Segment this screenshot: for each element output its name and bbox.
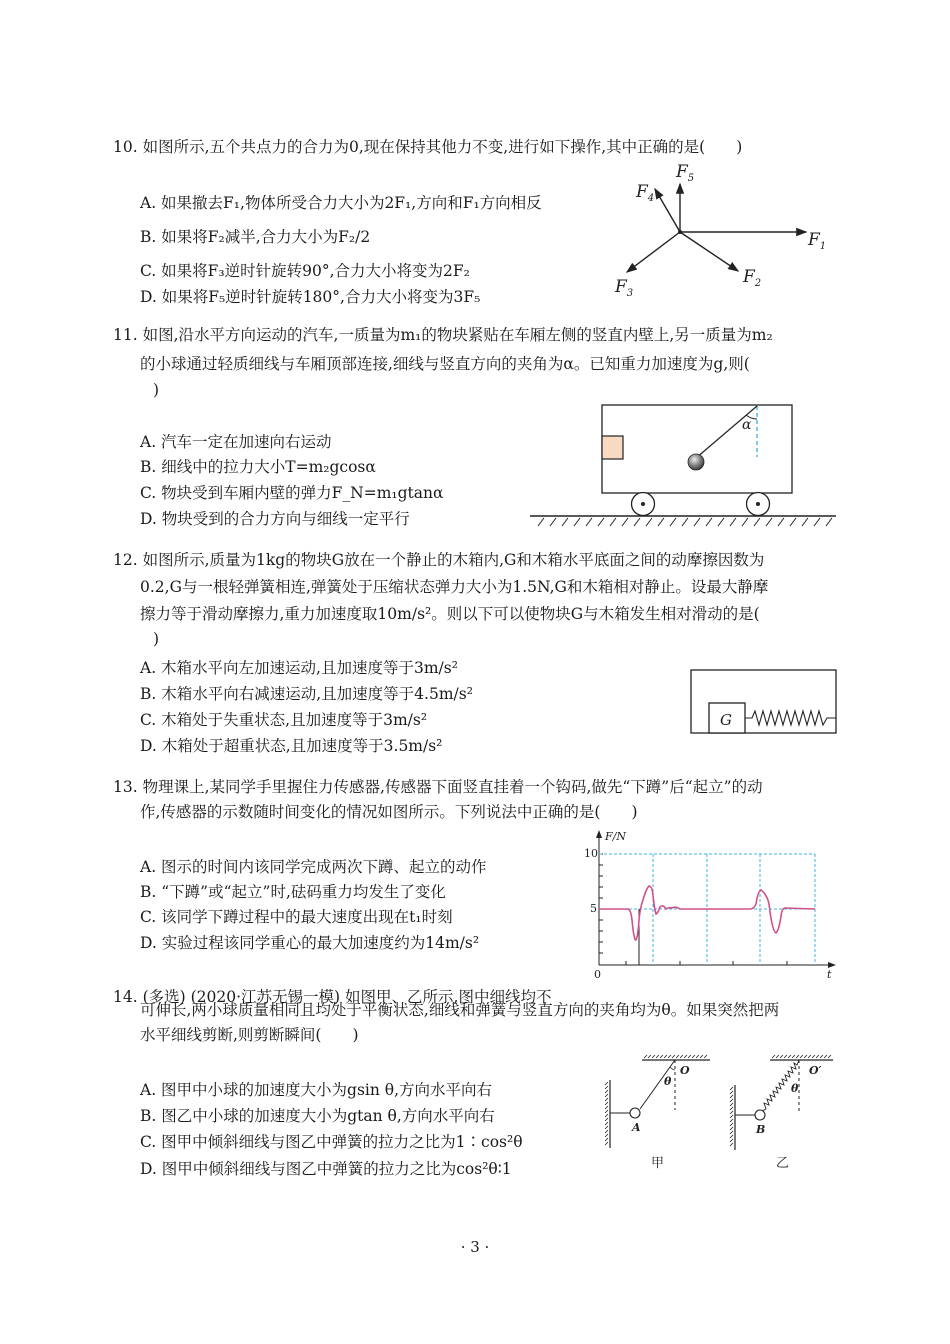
svg-text:甲: 甲: [651, 1156, 665, 1171]
q14-option-c: C. 图甲中倾斜细线与图乙中弹簧的拉力之比为1∶cos²θ: [140, 1133, 523, 1151]
q12-option-c: C. 木箱处于失重状态,且加速度等于3m/s²: [140, 711, 428, 729]
q10-text: 如图所示,五个共点力的合力为0,现在保持其他力不变,进行如下操作,其中正确的是( ): [142, 138, 743, 156]
q12-stem-line3: 擦力等于滑动摩擦力,重力加速度取10m/s²。则以下可以使物块G与木箱发生相对滑动的是(: [140, 605, 760, 623]
block-m1: [602, 436, 623, 459]
q14-stem-line2: 可伸长,两小球质量相同且均处于平衡状态,细线和弹簧与竖直方向的夹角均为θ。如果突然把两: [140, 1001, 780, 1019]
q11-option-a: A. 汽车一定在加速向右运动: [140, 433, 332, 451]
q14-option-a: A. 图甲中小球的加速度大小为gsin θ,方向水平向右: [140, 1081, 493, 1099]
label-f5: $F_5$: [676, 162, 695, 184]
q13-force-time-chart: [570, 820, 840, 980]
q13-stem-line2: 作,传感器的示数随时间变化的情况如图所示。下列说法中正确的是( ): [140, 803, 638, 821]
q11-option-b: B. 细线中的拉力大小T=m₂gcosα: [140, 458, 376, 476]
q10-number: 10.: [113, 138, 138, 156]
q13-stem-line1: 13. 物理课上,某同学手里握住力传感器,传感器下面竖直挂着一个钩码,做先“下蹲”后“起立”的动: [113, 778, 763, 796]
label-f2: $F_2$: [743, 267, 762, 289]
page-number: · 3 ·: [460, 1238, 490, 1256]
q13-option-d: D. 实验过程该同学重心的最大加速度约为14m/s²: [140, 934, 480, 952]
q11-car-diagram: [520, 395, 840, 530]
svg-text:θ: θ: [791, 1082, 799, 1095]
svg-text:A: A: [632, 1121, 641, 1134]
label-f4: $F_4$: [636, 182, 655, 204]
q12-stem-line4: ): [153, 630, 160, 648]
q11-stem-line1: 11. 如图,沿水平方向运动的汽车,一质量为m₁的物块紧贴在车厢左侧的竖直内壁上,另一质量为m₂: [113, 326, 773, 344]
svg-text:θ: θ: [664, 1075, 672, 1088]
spring: [745, 711, 836, 725]
ball-m2: [688, 454, 704, 470]
q12-number: 12.: [113, 551, 138, 569]
svg-text:5: 5: [590, 902, 597, 915]
svg-text:B: B: [756, 1123, 766, 1136]
svg-text:α: α: [742, 417, 752, 433]
q12-option-b: B. 木箱水平向右减速运动,且加速度等于4.5m/s²: [140, 685, 473, 703]
label-f1: $F_1$: [808, 230, 827, 252]
q10-force-diagram: [600, 160, 840, 310]
svg-text:t: t: [827, 968, 832, 981]
q11-option-d: D. 物块受到的合力方向与细线一定平行: [140, 510, 410, 528]
q10-option-c: C. 如果将F₃逆时针旋转90°,合力大小将变为2F₂: [140, 262, 470, 280]
q12-stem-line1: 12. 如图所示,质量为1kg的物块G放在一个静止的木箱内,G和木箱水平底面之间的动摩擦因数为: [113, 551, 765, 569]
q11-stem-line2: 的小球通过轻质细线与车厢顶部连接,细线与竖直方向的夹角为α。已知重力加速度为g,则(: [140, 355, 750, 373]
svg-text:F/N: F/N: [605, 830, 626, 843]
q12-box-spring-diagram: [680, 660, 840, 740]
svg-text:O: O: [680, 1064, 690, 1077]
q13-option-c: C. 该同学下蹲过程中的最大速度出现在t₁时刻: [140, 908, 453, 926]
q10-option-a: A. 如果撤去F₁,物体所受合力大小为2F₁,方向和F₁方向相反: [140, 194, 542, 212]
q14-stem-line1: 14. (多选) (2020·江苏无锡一模) 如图甲、乙所示,图中细线均不: [113, 988, 552, 1006]
block-g-label: G: [720, 711, 732, 729]
label-f3: $F_3$: [615, 277, 634, 299]
q12-stem-line2: 0.2,G与一根轻弹簧相连,弹簧处于压缩状态弹力大小为1.5N,G和木箱相对静止。设最大静摩: [140, 578, 769, 596]
svg-text:0: 0: [594, 968, 601, 981]
q13-option-b: B. “下蹲”或“起立”时,砝码重力均发生了变化: [140, 883, 446, 901]
svg-text:O′: O′: [809, 1064, 822, 1077]
q14-stem-line3: 水平细线剪断,则剪断瞬间( ): [140, 1026, 359, 1044]
q13-option-a: A. 图示的时间内该同学完成两次下蹲、起立的动作: [140, 858, 487, 876]
q11-option-c: C. 物块受到车厢内壁的弹力F_N=m₁gtanα: [140, 484, 444, 502]
q14-diagram: [590, 1045, 840, 1180]
q13-number: 13.: [113, 778, 138, 796]
q11-number: 11.: [113, 326, 138, 344]
svg-text:乙: 乙: [776, 1156, 790, 1171]
q14-number: 14.: [113, 988, 138, 1006]
q12-option-a: A. 木箱水平向左加速运动,且加速度等于3m/s²: [140, 659, 458, 677]
q11-stem-line3: ): [153, 381, 160, 399]
q14-option-d: D. 图甲中倾斜细线与图乙中弹簧的拉力之比为cos²θ∶1: [140, 1160, 512, 1178]
q12-option-d: D. 木箱处于超重状态,且加速度等于3.5m/s²: [140, 737, 443, 755]
q14-option-b: B. 图乙中小球的加速度大小为gtan θ,方向水平向右: [140, 1107, 495, 1125]
q10-option-b: B. 如果将F₂减半,合力大小为F₂/2: [140, 228, 371, 246]
q10-stem: [113, 137, 742, 157]
svg-text:10: 10: [584, 847, 598, 860]
q10-option-d: D. 如果将F₅逆时针旋转180°,合力大小将变为3F₅: [140, 288, 481, 306]
